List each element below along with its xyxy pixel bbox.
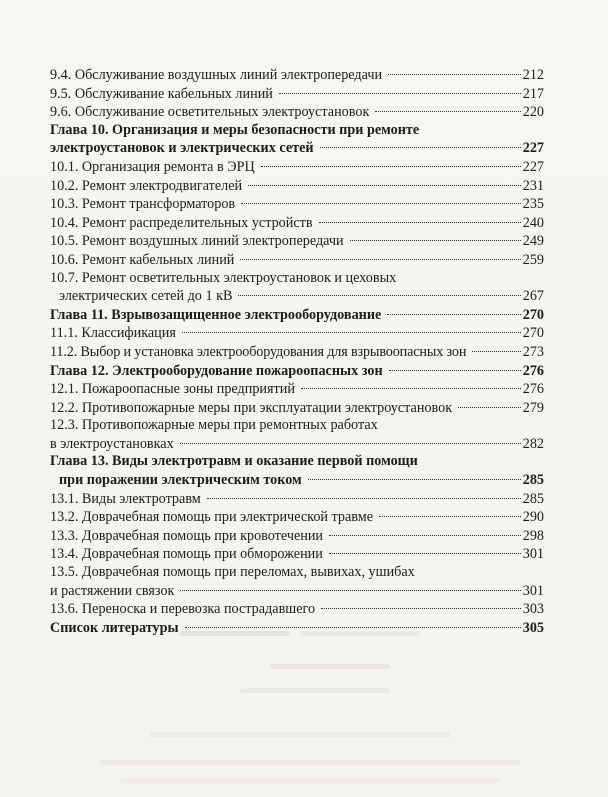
dot-leader <box>301 388 521 389</box>
toc-entry-title: 9.5. Обслуживание кабельных линий <box>50 85 273 102</box>
toc-entry-title: 10.4. Ремонт распределительных устройств <box>50 214 313 231</box>
toc-chapter-title: Глава 12. Электрооборудование пожароопасных зон <box>50 362 383 379</box>
dot-leader <box>379 516 521 517</box>
toc-entry-title: 11.1. Классификация <box>50 325 176 342</box>
dot-leader <box>458 407 521 408</box>
dot-leader <box>387 314 520 315</box>
toc-entry-title: 13.2. Доврачебная помощь при электрической травме <box>50 509 374 526</box>
toc-entry-13-6 <box>50 600 544 619</box>
dot-leader <box>321 608 521 609</box>
dot-leader <box>329 535 521 536</box>
toc-entry-10-3 <box>50 195 544 214</box>
toc-entry-title: 11.2. Выбор и установка электрооборудования для взрывоопасных зон <box>50 343 467 360</box>
dot-leader <box>182 332 521 333</box>
toc-entry-12-1 <box>50 380 544 399</box>
toc-entry-13-4 <box>50 545 544 564</box>
toc-page-number: 298 <box>522 527 544 544</box>
toc-page-number: 279 <box>522 399 544 416</box>
toc-entry-13-3 <box>50 527 544 546</box>
toc-page-number: 282 <box>522 435 544 452</box>
dot-leader <box>329 553 521 554</box>
toc-page-number: 212 <box>522 67 544 83</box>
toc-entry-title: 10.2. Ремонт электродвигателей <box>50 177 243 194</box>
show-through-line <box>300 631 420 636</box>
toc-chapter-11 <box>50 306 544 325</box>
toc-entry-title-line2: и растяжении связок <box>50 582 175 599</box>
toc-page-number: 270 <box>522 325 544 342</box>
toc-page-number: 285 <box>522 472 544 489</box>
dot-leader <box>240 259 520 260</box>
toc-page-number: 285 <box>522 490 544 507</box>
toc-entry-13-2 <box>50 508 544 527</box>
toc-chapter-title-line2: при поражении электрическим током <box>59 472 302 489</box>
dot-leader <box>261 166 521 167</box>
toc-entry-title: 13.4. Доврачебная помощь при обморожении <box>50 546 323 563</box>
toc-entry-title-line1: 13.5. Доврачебная помощь при переломах, вывихах, ушибах <box>50 564 415 581</box>
toc-entry-9-5 <box>50 85 544 104</box>
toc-page-number: 276 <box>522 362 544 379</box>
show-through-line <box>180 631 290 636</box>
show-through-line <box>240 688 390 693</box>
dot-leader <box>180 590 520 591</box>
toc-page-number: 303 <box>522 601 544 618</box>
toc-page-number: 273 <box>522 343 544 360</box>
dot-leader <box>207 498 521 499</box>
dot-leader <box>472 351 520 352</box>
toc-entry-title: 9.4. Обслуживание воздушных линий электропередачи <box>50 67 383 83</box>
toc-entry-10-5 <box>50 232 544 251</box>
dot-leader <box>389 370 521 371</box>
toc-entry-10-2 <box>50 177 544 196</box>
toc-page-number: 249 <box>522 233 544 250</box>
toc-entry-11-2 <box>50 343 544 362</box>
toc-entry-10-1 <box>50 158 544 177</box>
toc-entry-title: 10.1. Организация ремонта в ЭРЦ <box>50 158 255 175</box>
table-of-contents <box>50 66 544 637</box>
toc-entry-11-1 <box>50 324 544 343</box>
toc-entry-title-line2: в электроустановках <box>50 435 174 452</box>
toc-page-number: 235 <box>522 196 544 213</box>
toc-page-number: 217 <box>522 85 544 102</box>
toc-entry-bibliography <box>50 619 544 638</box>
toc-entry-12-2 <box>50 399 544 418</box>
toc-page-number: 267 <box>522 288 544 305</box>
toc-entry-13-5 <box>50 564 544 600</box>
toc-chapter-title-line2: электроустановок и электрических сетей <box>50 140 314 157</box>
toc-page-number: 290 <box>522 509 544 526</box>
toc-entry-10-4 <box>50 214 544 233</box>
dot-leader <box>185 627 521 628</box>
toc-page-number: 259 <box>522 251 544 268</box>
toc-page-number: 305 <box>522 619 544 636</box>
toc-page-number: 301 <box>522 582 544 599</box>
toc-chapter-13 <box>50 453 544 489</box>
toc-entry-title: 9.6. Обслуживание осветительных электроустановок <box>50 104 370 121</box>
toc-chapter-title: Глава 11. Взрывозащищенное электрооборудование <box>50 306 382 323</box>
toc-page-number: 227 <box>522 140 544 157</box>
toc-entry-title: 10.6. Ремонт кабельных линий <box>50 251 235 268</box>
toc-page-number: 220 <box>522 104 544 121</box>
toc-page-number: 240 <box>522 214 544 231</box>
toc-entry-title-line1: 10.7. Ремонт осветительных электроустановок и цеховых <box>50 269 397 286</box>
toc-entry-10-7 <box>50 270 544 306</box>
dot-leader <box>319 222 521 223</box>
dot-leader <box>375 111 520 112</box>
toc-entry-title: 10.3. Ремонт трансформаторов <box>50 196 236 213</box>
dot-leader <box>279 93 521 94</box>
toc-entry-title: 12.1. Пожароопасные зоны предприятий <box>50 381 295 398</box>
toc-entry-13-1 <box>50 490 544 509</box>
dot-leader <box>388 74 521 75</box>
dot-leader <box>308 479 521 480</box>
toc-entry-title: 13.6. Переноска и перевозка пострадавшего <box>50 601 316 618</box>
toc-entry-title-line2: электрических сетей до 1 кВ <box>59 288 233 305</box>
show-through-line <box>150 732 450 737</box>
toc-page-number: 276 <box>522 381 544 398</box>
dot-leader <box>248 185 521 186</box>
toc-page-number: 231 <box>522 177 544 194</box>
toc-entry-title: 13.3. Доврачебная помощь при кровотечении <box>50 527 324 544</box>
toc-chapter-title: Список литературы <box>50 619 179 636</box>
toc-entry-title: 12.2. Противопожарные меры при эксплуатации электроустановок <box>50 399 453 416</box>
toc-entry-10-6 <box>50 251 544 270</box>
toc-entry-9-6 <box>50 103 544 122</box>
show-through-line <box>270 664 390 669</box>
dot-leader <box>320 147 521 148</box>
show-through-line <box>120 778 500 783</box>
dot-leader <box>238 295 520 296</box>
dot-leader <box>350 240 521 241</box>
toc-chapter-title-line1: Глава 10. Организация и меры безопасности при ремонте <box>50 121 420 138</box>
dot-leader <box>180 443 521 444</box>
dot-leader <box>241 203 521 204</box>
toc-chapter-title-line1: Глава 13. Виды электротравм и оказание первой помощи <box>50 453 418 470</box>
toc-chapter-10 <box>50 122 544 158</box>
toc-entry-title-line1: 12.3. Противопожарные меры при ремонтных работах <box>50 417 378 434</box>
show-through-line <box>100 760 520 765</box>
toc-entry-12-3 <box>50 417 544 453</box>
toc-page-number: 270 <box>522 306 544 323</box>
toc-entry-title: 13.1. Виды электротравм <box>50 490 201 507</box>
toc-entry-9-4 <box>50 66 544 85</box>
toc-page-number: 227 <box>522 158 544 175</box>
toc-chapter-12 <box>50 362 544 381</box>
toc-page-number: 301 <box>522 546 544 563</box>
toc-entry-title: 10.5. Ремонт воздушных линий электропередачи <box>50 233 344 250</box>
